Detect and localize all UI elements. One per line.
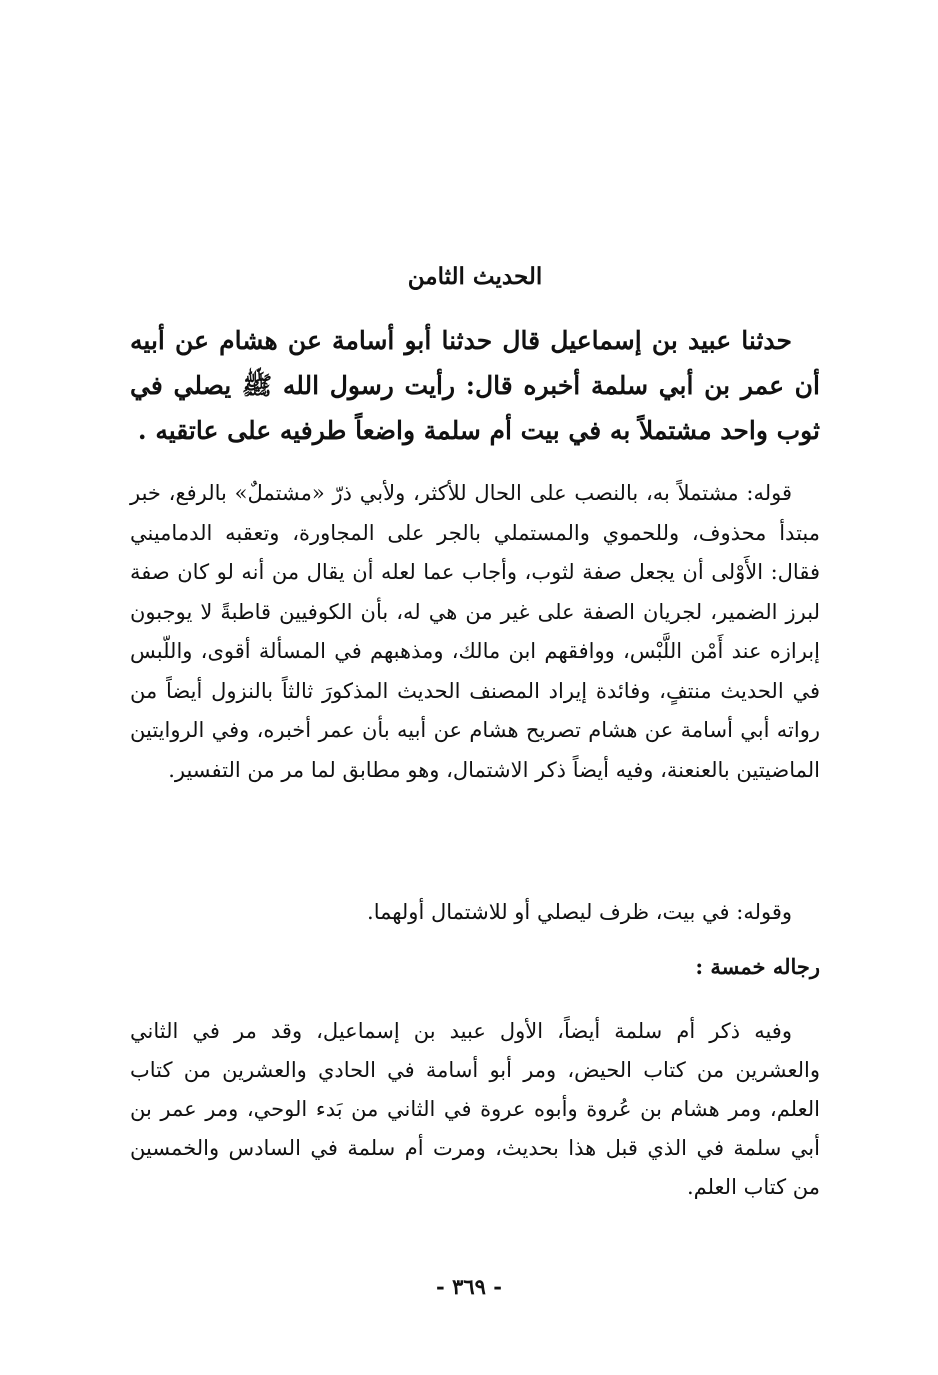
- hadith-text: حدثنا عبيد بن إسماعيل قال حدثنا أبو أسامة عن هشام عن أبيه أن عمر بن أبي سلمة أخبره قال: رأيت رسول الله ﷺ يصلي في ثوب واحد مشتملاً به في بيت أم سلمة واضعاً طرفيه على عاتقيه .: [130, 326, 820, 445]
- narrators-heading: رجاله خمسة :: [695, 954, 820, 979]
- narrators-paragraph: وفيه ذكر أم سلمة أيضاً، الأول عبيد بن إسماعيل، وقد مر في الثاني والعشرين من كتاب الحيض، ومر أبو أسامة في الحادي والعشرين من كتاب العلم، ومر هشام بن عُروة وأبوه عروة في الثاني من بَدء الوحي، ومر عمر بن أبي سلمة في الذي قبل هذا بحديث، ومرت أم سلمة في السادس والخمسين من كتاب العلم.: [130, 1019, 820, 1199]
- commentary-paragraph-2: وقوله: في بيت، ظرف ليصلي أو للاشتمال أولهما.: [367, 900, 792, 924]
- commentary-paragraph-1: قوله: مشتملاً به، بالنصب على الحال للأكثر، ولأبي ذرّ «مشتملٌ» بالرفع، خبر مبتدأ محذوف، وللحموي والمستملي بالجر على المجاورة، وتعقبه الدماميني فقال: الأَوْلى أن يجعل صفة لثوب، وأجاب عما لعله أن يقال من أنه لو كان صفة لبرز الضمير، لجريان الصفة على غير من هي له، بأن الكوفيين قاطبةً لا يوجبون إبرازه عند أَمْن اللَّبْس، ووافقهم ابن مالك، ومذهبهم في المسألة أقوى، واللّبس في الحديث منتفٍ، وفائدة إيراد المصنف الحديث المذكورَ ثالثاً بالنزول أيضاً من رواته أبي أسامة عن هشام تصريح هشام عن أبيه بأن عمر أخبره، وفي الروايتين الماضيتين بالعنعنة، وفيه أيضاً ذكر الاشتمال، وهو مطابق لما مر من التفسير.: [130, 481, 820, 782]
- section-title: الحديث الثامن: [407, 263, 543, 290]
- page-number: - ٣٦٩ -: [436, 1274, 502, 1299]
